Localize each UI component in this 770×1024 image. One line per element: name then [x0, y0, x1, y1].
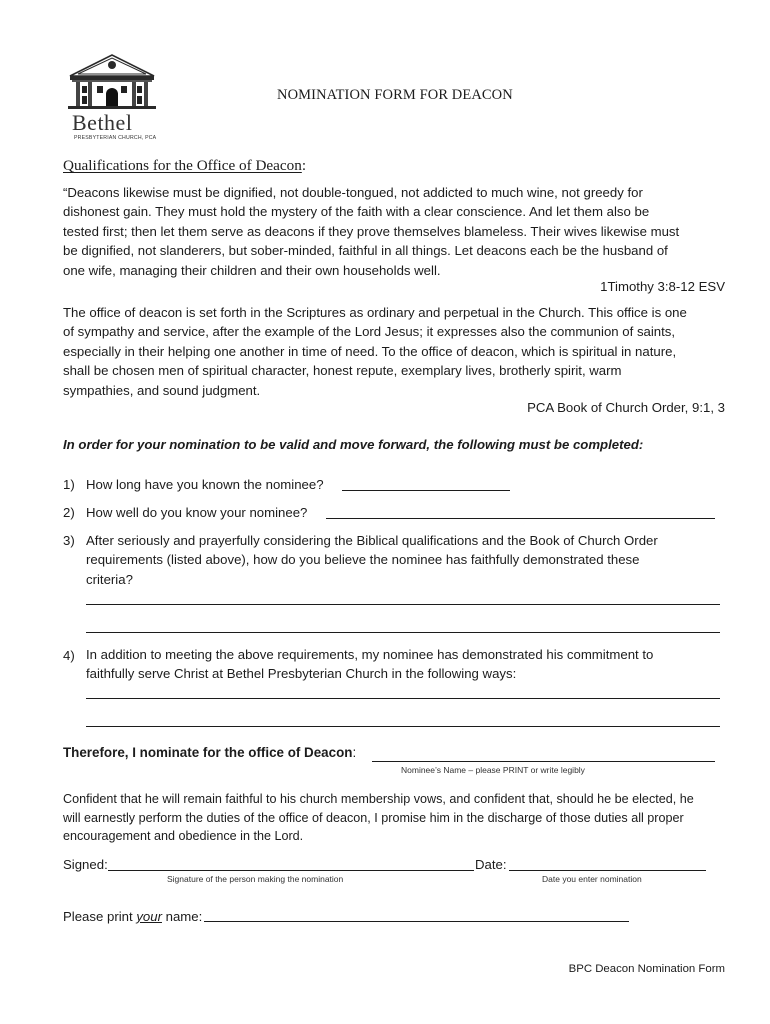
date-label: Date: [475, 857, 507, 872]
promise-paragraph [63, 790, 743, 846]
q3-line: criteria? [86, 571, 133, 587]
quote-line: dishonest gain. They must hold the mystery of the faith with a clear conscience. And let them also be [63, 204, 650, 220]
office-line: shall be chosen men of spiritual character, honest repute, exemplary lives, brotherly spirit, warm [63, 363, 622, 379]
print-name-prefix: Please print [63, 909, 137, 924]
church-logo [62, 52, 162, 142]
q4-line: In addition to meeting the above requirements, my nominee has demonstrated his commitment to [86, 647, 654, 662]
q3-answer-line-1[interactable] [86, 604, 720, 605]
q4-line: faithfully serve Christ at Bethel Presbyterian Church in the following ways: [86, 666, 517, 682]
logo-subtext: PRESBYTERIAN CHURCH, PCA [74, 135, 157, 141]
quote-line: one wife, managing their children and their own households well. [63, 262, 441, 278]
q1-answer-line[interactable] [342, 490, 510, 491]
print-name-label [63, 907, 202, 926]
office-description [63, 303, 743, 400]
nominate-colon: : [352, 745, 357, 760]
q3-number: 3) [63, 533, 75, 548]
signed-label: Signed: [63, 857, 108, 872]
promise-line: encouragement and obedience in the Lord. [63, 829, 304, 843]
office-line: of sympathy and service, after the example of the Lord Jesus; it expresses also the communion of saints, [63, 324, 676, 340]
qualifications-heading-text: Qualifications for the Office of Deacon [63, 157, 302, 174]
quote-line: “Deacons likewise must be dignified, not double-tongued, not addicted to much wine, not greedy for [63, 185, 643, 200]
q3-answer-line-2[interactable] [86, 632, 720, 633]
q4-number: 4) [63, 648, 75, 663]
q1-number: 1) [63, 477, 75, 492]
promise-line: will earnestly perform the duties of the office of deacon, I promise him in the discharge of those duties all proper [63, 810, 684, 825]
signature-line[interactable] [108, 870, 474, 871]
q2-answer-line[interactable] [326, 518, 715, 519]
instructions: In order for your nomination to be valid and move forward, the following must be completed: [63, 437, 644, 452]
q4-answer-line-2[interactable] [86, 726, 720, 727]
quote-reference: 1Timothy 3:8-12 ESV [600, 279, 725, 294]
q1-text: How long have you known the nominee? [86, 477, 324, 492]
office-line: sympathies, and sound judgment. [63, 382, 261, 398]
heading-colon: : [301, 157, 307, 174]
date-line[interactable] [509, 870, 706, 871]
print-name-line[interactable] [204, 921, 629, 922]
q2-number: 2) [63, 505, 75, 520]
nominate-label [63, 745, 356, 760]
promise-line: Confident that he will remain faithful to his church membership vows, and confident that, should he be elected, he [63, 792, 694, 806]
office-reference: PCA Book of Church Order, 9:1, 3 [527, 400, 725, 415]
footer-label: BPC Deacon Nomination Form [568, 963, 725, 975]
quote-line: be dignified, not slanderers, but sober-minded, faithful in all things. Let deacons each be the husband of [63, 243, 668, 259]
q2-text: How well do you know your nominee? [86, 505, 308, 520]
q3-text [86, 531, 736, 589]
qualifications-heading [63, 157, 306, 175]
nominee-name-caption: Nominee’s Name – please PRINT or write legibly [401, 765, 585, 775]
scripture-quote [63, 183, 733, 280]
date-caption: Date you enter nomination [542, 874, 642, 884]
office-line: especially in their helping one another in time of need. To the office of deacon, which is spiritual in nature, [63, 343, 677, 359]
nominee-name-line[interactable] [372, 761, 715, 762]
logo-name: Bethel [72, 110, 133, 135]
print-name-suffix: name: [161, 909, 203, 924]
quote-line: tested first; then let them serve as deacons if they prove themselves blameless. Their wives likewise must [63, 223, 680, 239]
nominate-label-text: Therefore, I nominate for the office of Deacon [63, 745, 353, 760]
office-line: The office of deacon is set forth in the Scriptures as ordinary and perpetual in the Church. This office is one [63, 305, 687, 320]
print-name-emph: your [136, 909, 162, 924]
q4-answer-line-1[interactable] [86, 698, 720, 699]
signature-caption: Signature of the person making the nomination [167, 874, 344, 884]
q4-text [86, 645, 736, 684]
q3-line: After seriously and prayerfully considering the Biblical qualifications and the Book of Church Order [86, 533, 658, 548]
q3-line: requirements (listed above), how do you believe the nominee has faithfully demonstrated these [86, 552, 640, 568]
page-title: NOMINATION FORM FOR DEACON [277, 87, 513, 103]
